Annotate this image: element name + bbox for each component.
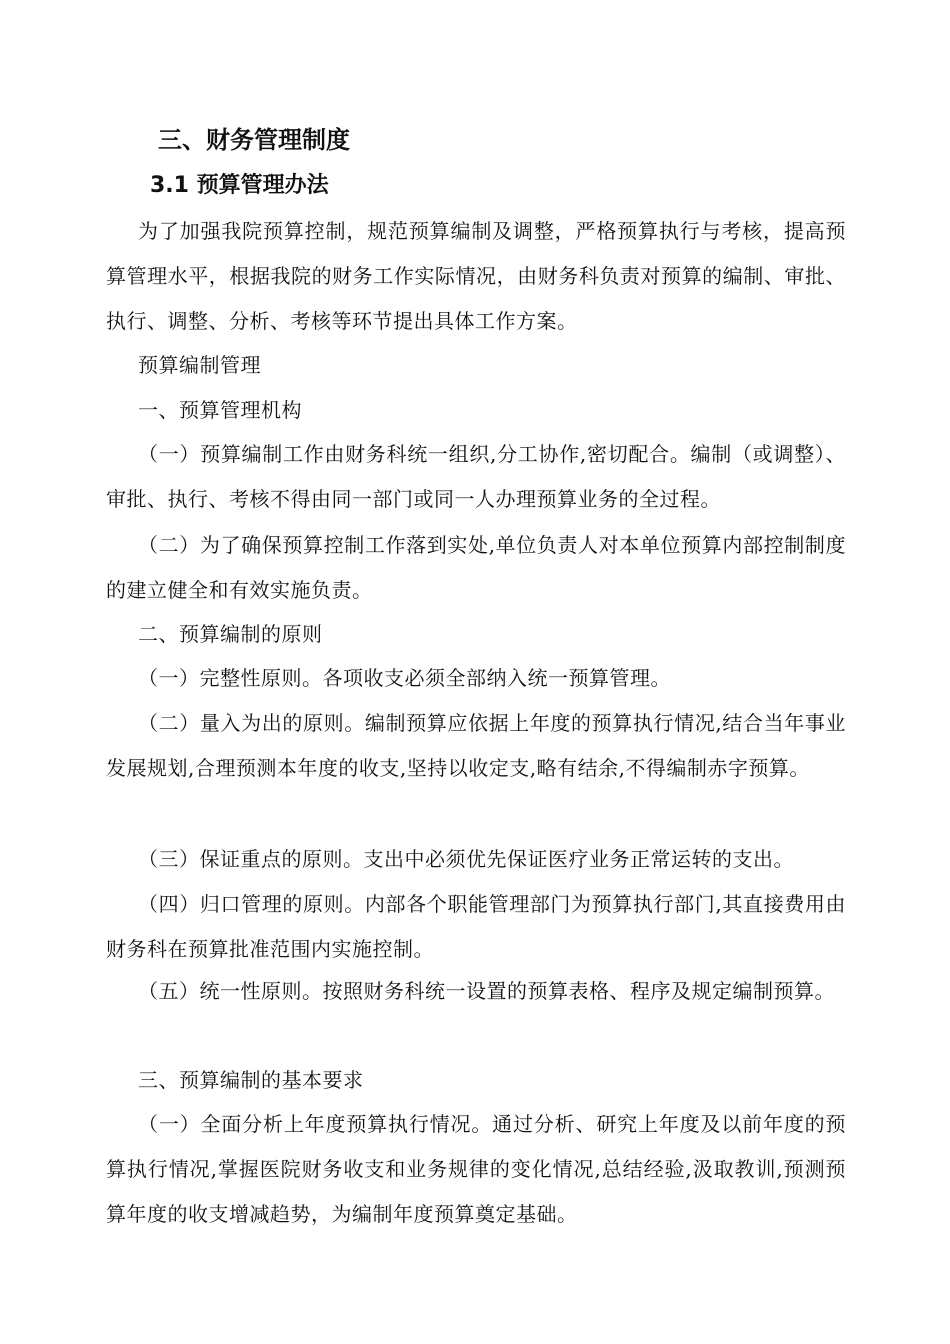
principles-title: 二、预算编制的原则 xyxy=(138,622,323,646)
principle-4: （四）归口管理的原则。内部各个职能管理部门为预算执行部门,其直接费用由财务科在预算批准范围内实施控制。 xyxy=(106,892,846,961)
principle-5: （五）统一性原则。按照财务科统一设置的预算表格、程序及规定编制预算。 xyxy=(138,979,835,1003)
requirements-title: 三、预算编制的基本要求 xyxy=(138,1068,364,1092)
chapter-heading: 三、财务管理制度 xyxy=(158,126,350,154)
principle-1: （一）完整性原则。各项收支必须全部纳入统一预算管理。 xyxy=(138,666,671,690)
intro-paragraph: 为了加强我院预算控制，规范预算编制及调整，严格预算执行与考核，提高预算管理水平，根据我院的财务工作实际情况，由财务科负责对预算的编制、审批、执行、调整、分析、考核等环节提出具体工作方案。 xyxy=(106,219,846,333)
section-heading: 3.1 预算管理办法 xyxy=(150,173,329,198)
budget-compile-heading: 预算编制管理 xyxy=(138,353,261,377)
org-paragraph-2: （二）为了确保预算控制工作落到实处,单位负责人对本单位预算内部控制制度的建立健全和有效实施负责。 xyxy=(106,533,846,602)
requirement-1: （一）全面分析上年度预算执行情况。通过分析、研究上年度及以前年度的预算执行情况,掌握医院财务收支和业务规律的变化情况,总结经验,汲取教训,预测预算年度的收支增减趋势，为编制年度预算奠定基础。 xyxy=(106,1112,846,1226)
org-title: 一、预算管理机构 xyxy=(138,398,302,422)
org-paragraph-1: （一）预算编制工作由财务科统一组织,分工协作,密切配合。编制（或调整）、审批、执行、考核不得由同一部门或同一人办理预算业务的全过程。 xyxy=(106,442,846,511)
principle-2: （二）量入为出的原则。编制预算应依据上年度的预算执行情况,结合当年事业发展规划,合理预测本年度的收支,坚持以收定支,略有结余,不得编制赤字预算。 xyxy=(106,711,846,780)
principle-3: （三）保证重点的原则。支出中必须优先保证医疗业务正常运转的支出。 xyxy=(138,847,794,871)
